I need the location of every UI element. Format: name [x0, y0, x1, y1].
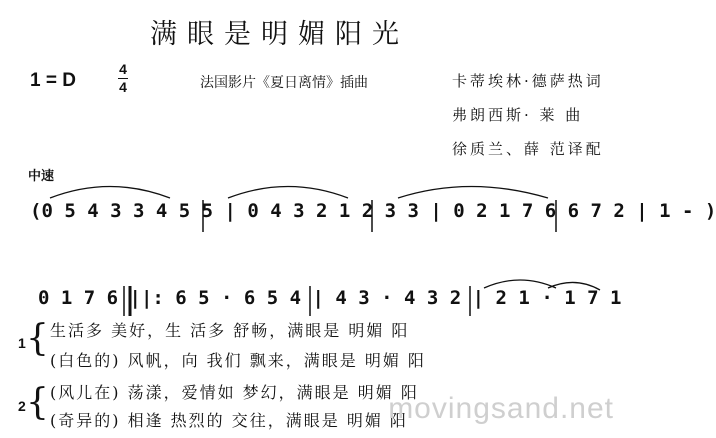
verse-1-brace: {	[26, 318, 49, 359]
verse-2-line-b: (奇异的) 相逢 热烈的 交往，满眼是 明媚 阳	[50, 411, 408, 430]
verse-1-line-a: 生活多 美好，生 活多 舒畅，满眼是 明媚 阳	[50, 321, 410, 340]
watermark: movingsand.net	[388, 392, 614, 425]
intro-slur-1	[50, 187, 170, 199]
verse-1-line-b: (白色的) 风帆，向 我们 飘来，满眼是 明媚 阳	[50, 351, 426, 370]
song-title: 满眼是明媚阳光	[150, 19, 409, 50]
translator-credit: 徐质兰、薛 范译配	[452, 140, 604, 158]
time-signature-top: 4	[119, 61, 127, 77]
song-source: 法国影片《夏日离情》插曲	[200, 75, 368, 91]
verse-2-line-a: (风儿在) 荡漾，爱情如 梦幻，满眼是 明媚 阳	[50, 383, 419, 402]
key-signature: 1 = D	[30, 70, 76, 91]
verse-2-brace: {	[26, 382, 49, 423]
intro-notes: (0 5 4 3 3 4 5 5 | 0 4 3 2 1 2 3 3 | 0 2 1 7 6 6 7 2 | 1 - )	[30, 200, 716, 222]
composer-credit: 弗朗西斯· 莱 曲	[452, 106, 584, 124]
intro-slur-2	[228, 187, 348, 199]
verse-2-number: 2	[18, 398, 26, 414]
melody-notes: 0 1 7 6 ||: 6 5 · 6 5 4 | 4 3 · 4 3 2 | 2 1 · 1 7 1	[38, 287, 622, 309]
lyricist-credit: 卡蒂埃林·德萨热词	[452, 72, 604, 90]
intro-slur-3	[398, 187, 548, 199]
verse-1-number: 1	[18, 335, 26, 351]
tempo-marking: 中速	[28, 168, 55, 183]
time-signature-bottom: 4	[119, 79, 127, 95]
